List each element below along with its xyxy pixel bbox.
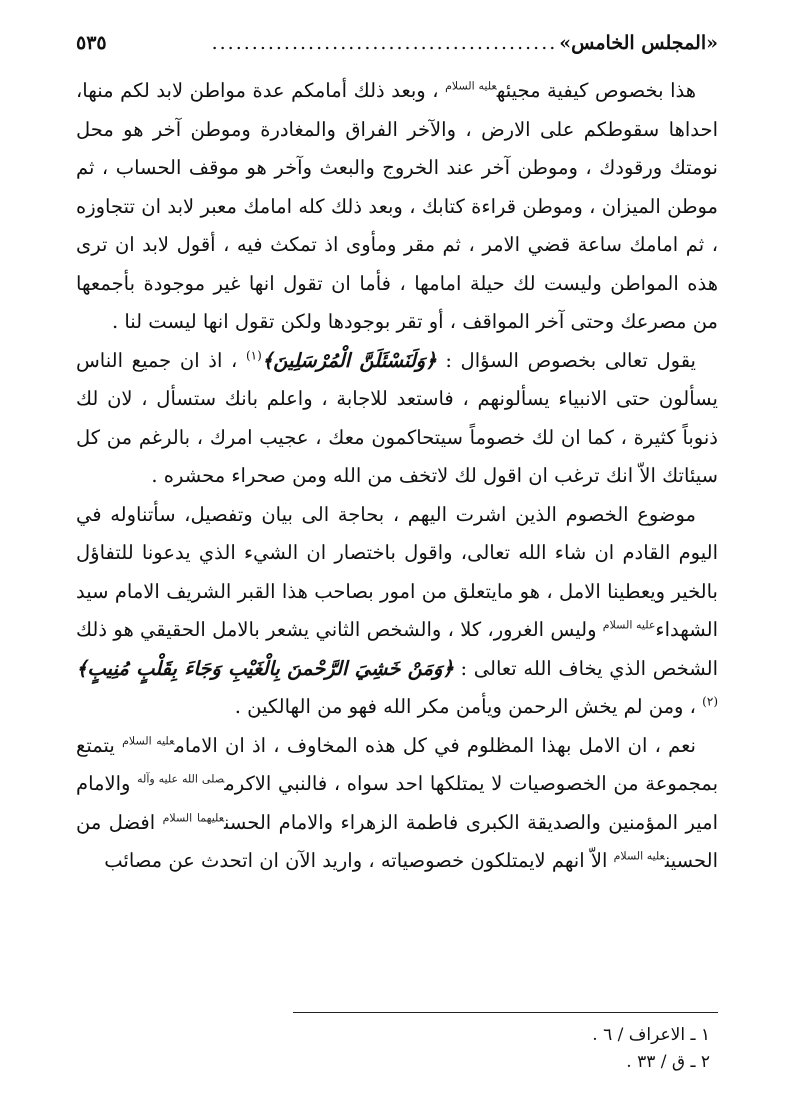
paragraph-1 — [76, 72, 718, 342]
honorific-alayhi-salam-icon: عليه السلام — [602, 618, 656, 632]
paragraph-3 — [76, 496, 718, 727]
paragraph-3-text-c: ، ومن لم يخش الرحمن ويأمن مكر الله فهو من الهالكين . — [234, 695, 696, 718]
paragraph-2-text-a: يقول تعالى بخصوص السؤال : — [445, 348, 696, 372]
header-leader-dots: ........................................... — [211, 32, 558, 54]
paragraph-1-text-b: ، وبعد ذلك أمامكم عدة مواطن لابد لكم منها، احداها سقوطكم على الارض ، والآخر الفراق والمغادرة وموطن آخر هو محل نومتك ورقودك ، وموطن آخر عند الخروج والبعث وآخر هو موقف الحساب ، ثم موطن الميزان ، وموطن قراءة كتابك ، وبعد ذلك كله امامك معبر لابد ان تتجاوزه ، ثم امامك ساعة قضي الامر ، ثم مقر ومأوى اذ تمكث فيه ، أقول لابد ان ترى هذه المواطن وليست لك حيلة امامها ، فأما ان تقول انها غير موجودة بأجمعها من مصرعك وحتى آخر المواقف ، أو تقر بوجودها ولكن تقول انها ليست لنا . — [76, 79, 718, 333]
honorific-alayhi-salam-icon: عليه السلام — [613, 849, 665, 863]
footnote-ref-2: (٢) — [702, 694, 718, 709]
page-body — [76, 72, 718, 881]
footnote-ref-1: (١) — [245, 348, 262, 362]
honorific-alayhi-salam-icon: عليه السلام — [445, 79, 497, 93]
footnote-2: ٢ ـ ق / ٣٣ . — [626, 1052, 710, 1072]
paragraph-4-text-c: والامام امير المؤمنين والصديقة الكبرى فاطمة الزهراء والامام الحسن — [76, 772, 719, 834]
footnote-divider — [293, 1012, 718, 1013]
paragraph-3-text-b: وليس الغرور، كلا ، والشخص الثاني يشعر بالامل الحقيقي هو ذلك الشخص الذي يخاف الله تعالى : — [76, 618, 719, 680]
footnotes — [300, 1022, 710, 1076]
paragraph-3-text-a: موضوع الخصوم الذين اشرت اليهم ، بحاجة الى بيان وتفصيل، سأتناوله في اليوم القادم ان شاء الله تعالى، واقول باختصار ان الشيء الذي يدعونا للتفاؤل بالخير ويعطينا الامل ، هو مايتعلق من امور بصاحب هذا القبر الشريف الامام سيد الشهداء — [76, 502, 718, 641]
paragraph-2 — [76, 342, 718, 496]
paragraph-4 — [76, 727, 718, 881]
paragraph-4-text-d: افضل من الحسين — [76, 810, 718, 872]
footnote-1: ١ ـ الاعراف / ٦ . — [592, 1025, 710, 1045]
page-header — [76, 28, 718, 58]
paragraph-4-text-e: الاّ انهم لايمتلكون خصوصياته ، واريد الآن ان اتحدث عن مصائب — [104, 849, 608, 872]
page-number: ٥٣٥ — [76, 32, 107, 54]
honorific-alayhima-salam-icon: عليهما السلام — [162, 811, 224, 824]
paragraph-2-text-b: ، اذ ان جميع الناس يسألون حتى الانبياء يسألونهم ، فاستعد للاجابة ، واعلم بانك ستسأل ، لان لك ذنوباً كثيرة ، كما ان لك خصوماً سيتحاكمون معك ، عجيب امرك ، بالرغم من كل سيئاتك الاّ انك ترغب ان اقول لك لاتخف من الله ومن صحراء محشره . — [76, 348, 718, 487]
honorific-sallallah-icon: صلى الله عليه وآله — [137, 772, 225, 786]
chapter-title: «المجلس الخامس» — [559, 32, 718, 54]
paragraph-4-text-b: يتمتع بمجموعة من الخصوصيات لا يمتلكها احد سواه ، فالنبي الاكرم — [76, 733, 719, 795]
honorific-alayhi-salam-icon: عليه السلام — [122, 734, 175, 747]
quran-verse-2: ﴿وَمَنْ خَشِيَ الرَّحْمنَ بِالْغَيْبِ وَجَاءَ بِقَلْبٍ مُنِيبٍ﴾ — [76, 656, 454, 680]
quran-verse-1: ﴿وَلَنَسْئَلَنَّ الْمُرْسَلِينَ﴾ — [261, 348, 437, 372]
paragraph-1-text-a: هذا بخصوص كيفية مجيئه — [496, 79, 697, 102]
paragraph-4-text-a: نعم ، ان الامل بهذا المظلوم في كل هذه المخاوف ، اذ ان الامام — [174, 733, 696, 757]
